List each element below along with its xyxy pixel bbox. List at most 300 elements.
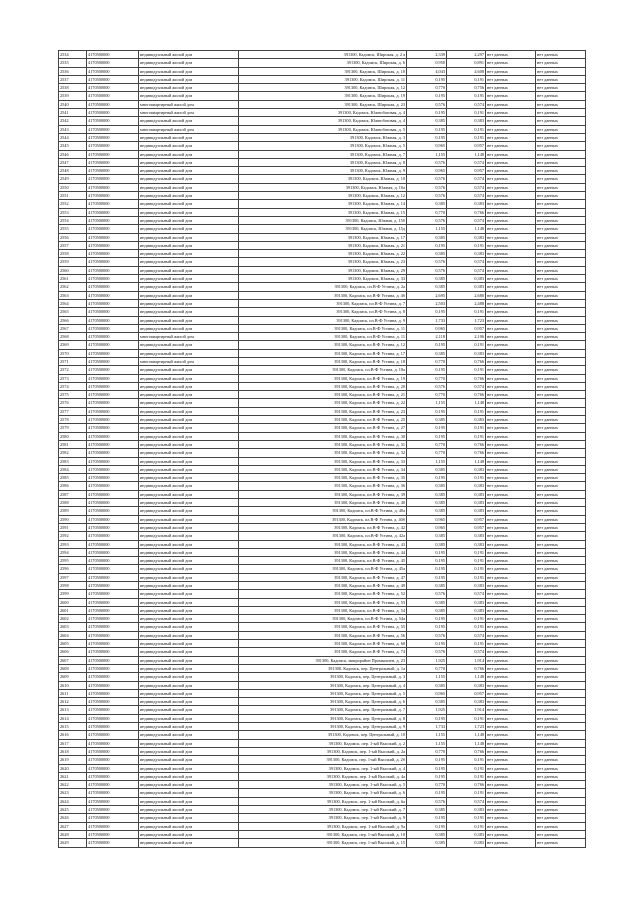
status-2-cell: нет данных: [536, 582, 586, 590]
oktmo-code-cell: 4170500000: [87, 490, 139, 498]
address-cell: 391300, Кадомск, пл.В-Ф Устина, д. 20: [239, 382, 407, 390]
status-1-cell: нет данных: [486, 316, 536, 324]
building-type-cell: индивидуальный жилой дом: [139, 416, 239, 424]
table-row: [59, 756, 586, 764]
value-1-cell: 0,385: [407, 507, 447, 515]
building-type-cell: индивидуальный жилой дом: [139, 200, 239, 208]
table-row: [59, 457, 586, 465]
row-number-cell: 2565: [59, 308, 87, 316]
building-type-cell: многоквартирный жилой дом: [139, 125, 239, 133]
table-row: [59, 100, 586, 108]
row-number-cell: 2580: [59, 432, 87, 440]
value-1-cell: 0,385: [407, 681, 447, 689]
row-number-cell: 2542: [59, 117, 87, 125]
oktmo-code-cell: 4170500000: [87, 747, 139, 755]
value-1-cell: 1,155: [407, 739, 447, 747]
status-1-cell: нет данных: [486, 756, 536, 764]
row-number-cell: 2606: [59, 648, 87, 656]
address-cell: 391300, Кадомск, пер. Центральный, д. 8: [239, 714, 407, 722]
value-2-cell: 0,191: [447, 92, 486, 100]
value-2-cell: 0,191: [447, 125, 486, 133]
building-type-cell: индивидуальный жилой дом: [139, 175, 239, 183]
table-row: [59, 640, 586, 648]
building-type-cell: индивидуальный жилой дом: [139, 291, 239, 299]
row-number-cell: 2587: [59, 490, 87, 498]
value-2-cell: 0,191: [447, 75, 486, 83]
oktmo-code-cell: 4170500000: [87, 341, 139, 349]
address-cell: 391300, Кадомск, Широкая, д. 23: [239, 100, 407, 108]
oktmo-code-cell: 4170500000: [87, 84, 139, 92]
building-type-cell: индивидуальный жилой дом: [139, 482, 239, 490]
status-1-cell: нет данных: [486, 789, 536, 797]
building-type-cell: индивидуальный жилой дом: [139, 142, 239, 150]
value-2-cell: 1,723: [447, 316, 486, 324]
oktmo-code-cell: 4170500000: [87, 382, 139, 390]
address-cell: 391300, Кадомск, пер. 1-ый Высокий, д. 9а: [239, 822, 407, 830]
table-row: [59, 781, 586, 789]
row-number-cell: 2545: [59, 142, 87, 150]
oktmo-code-cell: 4170500000: [87, 797, 139, 805]
status-1-cell: нет данных: [486, 631, 536, 639]
status-1-cell: нет данных: [486, 399, 536, 407]
value-1-cell: 0,965: [407, 324, 447, 332]
table-row: [59, 839, 586, 847]
address-cell: 391300, Кадомск, пл.В-Ф Устина, д. 49: [239, 582, 407, 590]
status-1-cell: нет данных: [486, 540, 536, 548]
address-cell: 391300, Кадомск, Широкая, д. 11: [239, 75, 407, 83]
oktmo-code-cell: 4170500000: [87, 532, 139, 540]
table-row: [59, 440, 586, 448]
table-row: [59, 133, 586, 141]
address-cell: 391300, Кадомск, пл.В-Ф Устина, д. 11: [239, 333, 407, 341]
value-1-cell: 0,385: [407, 233, 447, 241]
table-row: [59, 631, 586, 639]
value-2-cell: 0,383: [447, 499, 486, 507]
building-type-cell: индивидуальный жилой дом: [139, 399, 239, 407]
building-type-cell: многоквартирный жилой дом: [139, 109, 239, 117]
value-1-cell: 0,195: [407, 308, 447, 316]
address-cell: 391300, Кадомск, Южная, д. 22: [239, 250, 407, 258]
status-1-cell: нет данных: [486, 349, 536, 357]
building-type-cell: индивидуальный жилой дом: [139, 266, 239, 274]
address-cell: 391300, Кадомск, пер. Центральный, д. 7: [239, 706, 407, 714]
value-2-cell: 0,383: [447, 507, 486, 515]
table-row: [59, 175, 586, 183]
building-type-cell: индивидуальный жилой дом: [139, 640, 239, 648]
row-number-cell: 2563: [59, 291, 87, 299]
oktmo-code-cell: 4170500000: [87, 689, 139, 697]
value-2-cell: 0,574: [447, 648, 486, 656]
address-cell: 391300, Кадомск, пл.В-Ф Устина, д. 54: [239, 606, 407, 614]
address-cell: 391300, Кадомск, пл.В-Ф Устина, д. 17: [239, 349, 407, 357]
row-number-cell: 2613: [59, 706, 87, 714]
building-type-cell: индивидуальный жилой дом: [139, 689, 239, 697]
building-type-cell: индивидуальный жилой дом: [139, 806, 239, 814]
status-2-cell: нет данных: [536, 192, 586, 200]
table-row: [59, 200, 586, 208]
building-type-cell: индивидуальный жилой дом: [139, 822, 239, 830]
status-1-cell: нет данных: [486, 125, 536, 133]
status-1-cell: нет данных: [486, 225, 536, 233]
value-2-cell: 0,574: [447, 382, 486, 390]
value-2-cell: 0,191: [447, 772, 486, 780]
table-row: [59, 84, 586, 92]
building-type-cell: индивидуальный жилой дом: [139, 772, 239, 780]
status-1-cell: нет данных: [486, 117, 536, 125]
building-type-cell: индивидуальный жилой дом: [139, 656, 239, 664]
status-1-cell: нет данных: [486, 291, 536, 299]
oktmo-code-cell: 4170500000: [87, 275, 139, 283]
building-type-cell: многоквартирный жилой дом: [139, 100, 239, 108]
value-1-cell: 0,770: [407, 664, 447, 672]
value-2-cell: 0,766: [447, 781, 486, 789]
address-cell: 391300, Кадомск, пер. 1-ый Высокий, д. 4: [239, 764, 407, 772]
value-1-cell: 0,385: [407, 806, 447, 814]
oktmo-code-cell: 4170500000: [87, 125, 139, 133]
value-1-cell: 0,385: [407, 416, 447, 424]
building-type-cell: индивидуальный жилой дом: [139, 225, 239, 233]
value-2-cell: 0,383: [447, 582, 486, 590]
value-2-cell: 0,574: [447, 158, 486, 166]
value-1-cell: 0,195: [407, 125, 447, 133]
address-cell: 391300, Кадомск, пер. Центральный, д. 9: [239, 723, 407, 731]
status-2-cell: нет данных: [536, 250, 586, 258]
value-2-cell: 2,297: [447, 51, 486, 59]
status-2-cell: нет данных: [536, 598, 586, 606]
value-2-cell: 1,148: [447, 399, 486, 407]
status-2-cell: нет данных: [536, 357, 586, 365]
value-1-cell: 2,503: [407, 299, 447, 307]
row-number-cell: 2605: [59, 640, 87, 648]
building-type-cell: индивидуальный жилой дом: [139, 548, 239, 556]
table-row: [59, 424, 586, 432]
value-2-cell: 4,608: [447, 67, 486, 75]
status-1-cell: нет данных: [486, 299, 536, 307]
value-2-cell: 0,383: [447, 283, 486, 291]
address-cell: 391300, Кадомск, пер. Центральный, д. 1а: [239, 664, 407, 672]
value-1-cell: 0,385: [407, 606, 447, 614]
table-row: [59, 67, 586, 75]
address-cell: 391300, Кадомск, пл.В-Ф Устина, д. 34: [239, 465, 407, 473]
value-1-cell: 0,195: [407, 623, 447, 631]
oktmo-code-cell: 4170500000: [87, 117, 139, 125]
address-cell: 391300, Кадомск, пер. Центральный, д. 5: [239, 689, 407, 697]
status-1-cell: нет данных: [486, 565, 536, 573]
status-1-cell: нет данных: [486, 714, 536, 722]
oktmo-code-cell: 4170500000: [87, 706, 139, 714]
table-row: [59, 648, 586, 656]
status-1-cell: нет данных: [486, 75, 536, 83]
value-1-cell: 0,195: [407, 822, 447, 830]
oktmo-code-cell: 4170500000: [87, 266, 139, 274]
address-cell: 391300, Кадомск, пл.В-Ф Устина, д. 45а: [239, 565, 407, 573]
status-2-cell: нет данных: [536, 606, 586, 614]
oktmo-code-cell: 4170500000: [87, 822, 139, 830]
table-row: [59, 316, 586, 324]
table-row: [59, 598, 586, 606]
status-2-cell: нет данных: [536, 84, 586, 92]
value-1-cell: 0,195: [407, 640, 447, 648]
status-2-cell: нет данных: [536, 772, 586, 780]
building-type-cell: индивидуальный жилой дом: [139, 391, 239, 399]
row-number-cell: 2568: [59, 333, 87, 341]
row-number-cell: 2578: [59, 416, 87, 424]
status-1-cell: нет данных: [486, 507, 536, 515]
address-cell: 391300, Кадомск, пл.В-Ф Устина, д. 42: [239, 523, 407, 531]
building-type-cell: индивидуальный жилой дом: [139, 764, 239, 772]
address-cell: 391300, Кадомск, пер. Центральный, д. 3: [239, 673, 407, 681]
status-2-cell: нет данных: [536, 432, 586, 440]
oktmo-code-cell: 4170500000: [87, 299, 139, 307]
table-row: [59, 192, 586, 200]
row-number-cell: 2585: [59, 474, 87, 482]
value-2-cell: 0,756: [447, 84, 486, 92]
value-1-cell: 0,385: [407, 540, 447, 548]
status-2-cell: нет данных: [536, 548, 586, 556]
value-1-cell: 1,733: [407, 316, 447, 324]
value-2-cell: 0,191: [447, 615, 486, 623]
status-1-cell: нет данных: [486, 723, 536, 731]
value-1-cell: 0,950: [407, 59, 447, 67]
oktmo-code-cell: 4170500000: [87, 507, 139, 515]
table-body: [59, 51, 586, 848]
value-2-cell: 0,957: [447, 523, 486, 531]
oktmo-code-cell: 4170500000: [87, 648, 139, 656]
value-2-cell: 0,191: [447, 366, 486, 374]
value-1-cell: 1,155: [407, 225, 447, 233]
value-2-cell: 0,191: [447, 133, 486, 141]
oktmo-code-cell: 4170500000: [87, 623, 139, 631]
status-2-cell: нет данных: [536, 150, 586, 158]
row-number-cell: 2629: [59, 839, 87, 847]
oktmo-code-cell: 4170500000: [87, 100, 139, 108]
status-2-cell: нет данных: [536, 299, 586, 307]
row-number-cell: 2603: [59, 623, 87, 631]
value-1-cell: 1,155: [407, 673, 447, 681]
row-number-cell: 2590: [59, 515, 87, 523]
value-1-cell: 0,965: [407, 689, 447, 697]
row-number-cell: 2539: [59, 92, 87, 100]
address-cell: 391300, Кадомск, пл.В-Ф Устина, д. 22: [239, 399, 407, 407]
table-row: [59, 142, 586, 150]
status-2-cell: нет данных: [536, 565, 586, 573]
row-number-cell: 2591: [59, 523, 87, 531]
building-type-cell: индивидуальный жилой дом: [139, 615, 239, 623]
building-type-cell: индивидуальный жилой дом: [139, 590, 239, 598]
value-2-cell: 0,191: [447, 623, 486, 631]
value-1-cell: 0,195: [407, 133, 447, 141]
table-row: [59, 391, 586, 399]
building-type-cell: индивидуальный жилой дом: [139, 183, 239, 191]
building-type-cell: индивидуальный жилой дом: [139, 830, 239, 838]
value-2-cell: 0,383: [447, 598, 486, 606]
value-2-cell: 1,148: [447, 731, 486, 739]
value-2-cell: 0,574: [447, 631, 486, 639]
status-2-cell: нет данных: [536, 465, 586, 473]
value-1-cell: 1,925: [407, 656, 447, 664]
value-2-cell: 0,383: [447, 233, 486, 241]
address-cell: 391300, Кадомск, пл.В-Ф Устина, д. 33: [239, 457, 407, 465]
status-1-cell: нет данных: [486, 109, 536, 117]
oktmo-code-cell: 4170500000: [87, 789, 139, 797]
status-1-cell: нет данных: [486, 407, 536, 415]
oktmo-code-cell: 4170500000: [87, 548, 139, 556]
oktmo-code-cell: 4170500000: [87, 308, 139, 316]
address-cell: 391300, Кадомск, пл.В-Ф Устина, д. 40а: [239, 507, 407, 515]
status-1-cell: нет данных: [486, 192, 536, 200]
status-1-cell: нет данных: [486, 814, 536, 822]
building-type-cell: индивидуальный жилой дом: [139, 59, 239, 67]
row-number-cell: 2599: [59, 590, 87, 598]
table-row: [59, 590, 586, 598]
row-number-cell: 2611: [59, 689, 87, 697]
status-1-cell: нет данных: [486, 374, 536, 382]
building-type-cell: индивидуальный жилой дом: [139, 308, 239, 316]
table-row: [59, 822, 586, 830]
oktmo-code-cell: 4170500000: [87, 109, 139, 117]
status-2-cell: нет данных: [536, 523, 586, 531]
oktmo-code-cell: 4170500000: [87, 250, 139, 258]
table-row: [59, 92, 586, 100]
building-type-cell: индивидуальный жилой дом: [139, 341, 239, 349]
address-cell: 391300, Кадомск, пл.В-Ф Устина, д. 55: [239, 623, 407, 631]
row-number-cell: 2551: [59, 192, 87, 200]
status-2-cell: нет данных: [536, 167, 586, 175]
value-2-cell: 0,191: [447, 241, 486, 249]
oktmo-code-cell: 4170500000: [87, 465, 139, 473]
oktmo-code-cell: 4170500000: [87, 192, 139, 200]
oktmo-code-cell: 4170500000: [87, 656, 139, 664]
status-2-cell: нет данных: [536, 366, 586, 374]
status-2-cell: нет данных: [536, 416, 586, 424]
building-type-cell: индивидуальный жилой дом: [139, 698, 239, 706]
status-1-cell: нет данных: [486, 449, 536, 457]
row-number-cell: 2582: [59, 449, 87, 457]
value-1-cell: 0,195: [407, 424, 447, 432]
oktmo-code-cell: 4170500000: [87, 565, 139, 573]
row-number-cell: 2610: [59, 681, 87, 689]
status-2-cell: нет данных: [536, 590, 586, 598]
value-1-cell: 0,195: [407, 92, 447, 100]
value-2-cell: 0,957: [447, 324, 486, 332]
building-type-cell: индивидуальный жилой дом: [139, 490, 239, 498]
address-cell: 391300, Кадомск, Южная, д. 15б: [239, 216, 407, 224]
address-cell: 391300, Кадомск, пл.В-Ф Устина, д. 47: [239, 573, 407, 581]
address-cell: 391300, Кадомск, Южная, д. 10а: [239, 183, 407, 191]
value-2-cell: 0,766: [447, 374, 486, 382]
oktmo-code-cell: 4170500000: [87, 75, 139, 83]
oktmo-code-cell: 4170500000: [87, 681, 139, 689]
row-number-cell: 2601: [59, 606, 87, 614]
address-cell: 391300, Кадомск, пл.В-Ф Устина, д. 31: [239, 440, 407, 448]
address-cell: 391300, Кадомск, пер. Центральный, д. 6: [239, 698, 407, 706]
status-2-cell: нет данных: [536, 681, 586, 689]
address-cell: 391300, Кадомск, Южная, д. 8: [239, 158, 407, 166]
oktmo-code-cell: 4170500000: [87, 631, 139, 639]
row-number-cell: 2538: [59, 84, 87, 92]
table-row: [59, 698, 586, 706]
status-1-cell: нет данных: [486, 673, 536, 681]
address-cell: 391300, Кадомск, пл.В-Ф Устина, д. 7: [239, 299, 407, 307]
address-cell: 391300, Кадомск, микрорайон Промышлен, д. 23: [239, 656, 407, 664]
value-2-cell: 0,957: [447, 142, 486, 150]
status-2-cell: нет данных: [536, 308, 586, 316]
oktmo-code-cell: 4170500000: [87, 590, 139, 598]
oktmo-code-cell: 4170500000: [87, 557, 139, 565]
address-cell: 391300, Кадомск, пер. 1-ый Высокий, д. 5: [239, 781, 407, 789]
building-type-cell: индивидуальный жилой дом: [139, 681, 239, 689]
value-2-cell: 0,957: [447, 167, 486, 175]
value-2-cell: 0,766: [447, 747, 486, 755]
address-cell: 391300, Кадомск, пл.В-Ф Устина, д. 56: [239, 631, 407, 639]
value-2-cell: 0,574: [447, 216, 486, 224]
address-cell: 391300, Кадомск, Южная, д. 15: [239, 208, 407, 216]
building-type-cell: индивидуальный жилой дом: [139, 582, 239, 590]
status-2-cell: нет данных: [536, 723, 586, 731]
status-2-cell: нет данных: [536, 731, 586, 739]
oktmo-code-cell: 4170500000: [87, 283, 139, 291]
row-number-cell: 2573: [59, 374, 87, 382]
table-row: [59, 474, 586, 482]
status-1-cell: нет данных: [486, 465, 536, 473]
status-1-cell: нет данных: [486, 557, 536, 565]
oktmo-code-cell: 4170500000: [87, 482, 139, 490]
row-number-cell: 2541: [59, 109, 87, 117]
status-2-cell: нет данных: [536, 225, 586, 233]
address-cell: 391300, Кадомск, пер. 1-ый Высокий, д. 6: [239, 789, 407, 797]
value-2-cell: 1,914: [447, 706, 486, 714]
address-cell: 391300, Кадомск, пл.В-Ф Устина, д. 54а: [239, 615, 407, 623]
building-type-cell: индивидуальный жилой дом: [139, 606, 239, 614]
table-row: [59, 258, 586, 266]
status-2-cell: нет данных: [536, 482, 586, 490]
oktmo-code-cell: 4170500000: [87, 416, 139, 424]
value-2-cell: 0,383: [447, 698, 486, 706]
status-1-cell: нет данных: [486, 806, 536, 814]
value-2-cell: 0,383: [447, 490, 486, 498]
table-row: [59, 125, 586, 133]
building-type-cell: индивидуальный жилой дом: [139, 241, 239, 249]
status-1-cell: нет данных: [486, 92, 536, 100]
status-1-cell: нет данных: [486, 275, 536, 283]
status-2-cell: нет данных: [536, 781, 586, 789]
address-cell: 391300, Кадомск, пер. 1-ый Высокий, д. 10: [239, 830, 407, 838]
status-1-cell: нет данных: [486, 706, 536, 714]
address-cell: 391300, Кадомск, Широкая, д. 19: [239, 92, 407, 100]
address-cell: 391300, Кадомск, пл.В-Ф Устина, д. 23: [239, 407, 407, 415]
value-1-cell: 0,770: [407, 747, 447, 755]
value-2-cell: 1,148: [447, 673, 486, 681]
building-type-cell: индивидуальный жилой дом: [139, 84, 239, 92]
status-2-cell: нет данных: [536, 789, 586, 797]
status-2-cell: нет данных: [536, 175, 586, 183]
value-2-cell: 0,766: [447, 440, 486, 448]
address-cell: 391300, Кадомск, Южная, д. 12: [239, 192, 407, 200]
status-1-cell: нет данных: [486, 283, 536, 291]
oktmo-code-cell: 4170500000: [87, 133, 139, 141]
status-2-cell: нет данных: [536, 689, 586, 697]
oktmo-code-cell: 4170500000: [87, 723, 139, 731]
table-row: [59, 739, 586, 747]
status-2-cell: нет данных: [536, 324, 586, 332]
value-1-cell: 1,155: [407, 731, 447, 739]
value-2-cell: 0,574: [447, 590, 486, 598]
table-row: [59, 623, 586, 631]
oktmo-code-cell: 4170500000: [87, 391, 139, 399]
value-2-cell: 1,148: [447, 457, 486, 465]
address-cell: 391300, Кадомск, пл.В-Ф Устина, д. 27: [239, 424, 407, 432]
oktmo-code-cell: 4170500000: [87, 424, 139, 432]
